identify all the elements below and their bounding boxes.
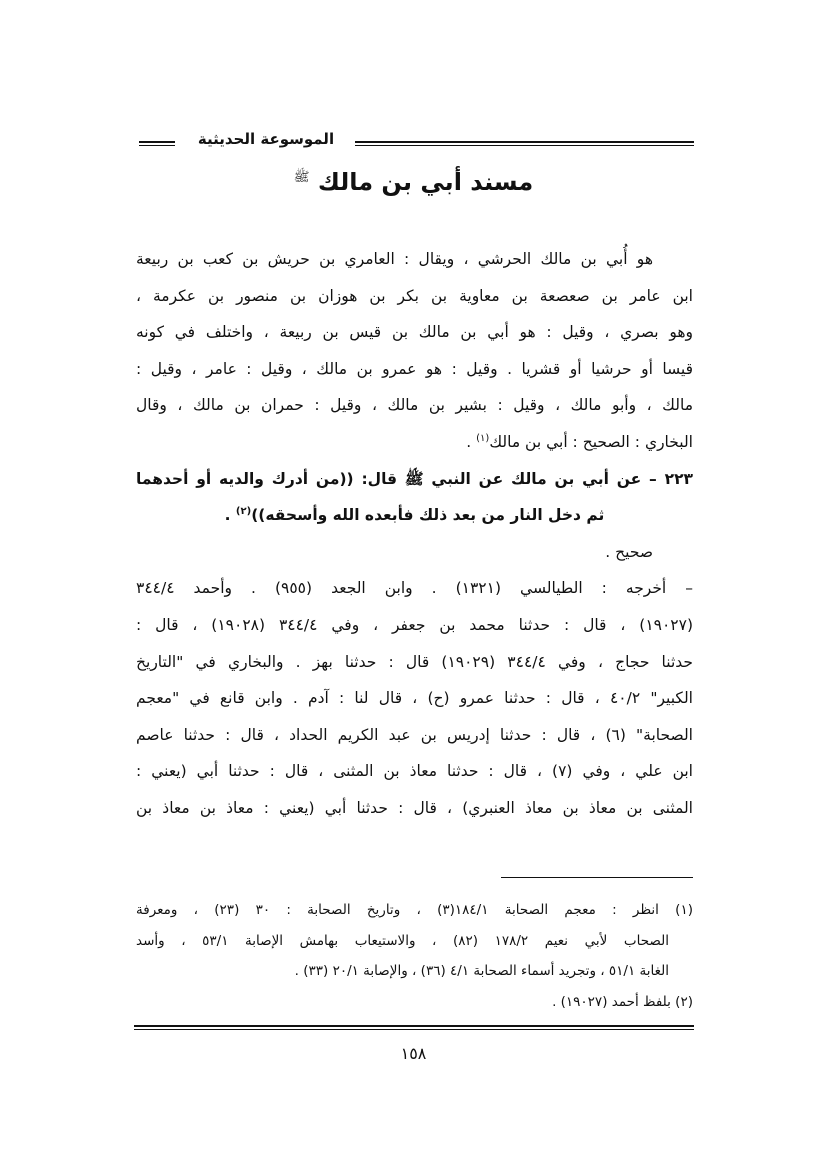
hadith-line-text: ثم دخل النار من بعد ذلك فأبعده الله وأسحقه)): [251, 506, 605, 525]
footnote-line: الصحاب لأبي نعيم ١٧٨/٢ (٨٢) ، والاستيعاب بهامش الإصابة ٥٣/١ ، وأسد: [136, 932, 669, 949]
chapter-title-text: مسند أبي بن مالك: [317, 168, 534, 196]
body-line-text: البخاري : الصحيح : أبي بن مالك: [489, 432, 693, 451]
body-line: الكبير" ٤٠/٢ ، قال : حدثنا عمرو (ح) ، قال لنا : آدم . وابن قانع في "معجم: [136, 689, 693, 708]
hadith-line: [136, 497, 693, 534]
body-line: ابن علي ، وفي (٧) ، قال : حدثنا معاذ بن المثنى ، قال : حدثنا أبي (يعني :: [136, 762, 693, 781]
footnote-line: (٢) بلفظ أحمد (١٩٠٢٧) .: [552, 993, 693, 1010]
header-rule-short: [139, 141, 175, 146]
footnote-separator: [501, 877, 693, 878]
footnote-line: الغابة ٥١/١ ، وتجريد أسماء الصحابة ٤/١ (٣٦) ، والإصابة ٢٠/١ (٣٣) .: [294, 963, 669, 979]
line-end-dot: .: [466, 432, 477, 451]
body-line: هو أُبي بن مالك الحرشي ، ويقال : العامري بن حريش بن كعب بن ربيعة: [136, 250, 653, 268]
hadith-line: ٢٢٣ – عن أبي بن مالك عن النبي ﷺ قال: ((من أدرك والديه أو أحدهما: [136, 469, 693, 488]
chapter-title: [0, 168, 827, 196]
line-end-dot: .: [224, 506, 236, 525]
body-line: (١٩٠٢٧) ، قال : حدثنا محمد بن جعفر ، وفي ٣٤٤/٤ (١٩٠٢٨) ، قال :: [136, 615, 693, 634]
body-line: الصحابة" (٦) ، قال : حدثنا إدريس بن عبد الكريم الحداد ، قال : حدثنا عاصم: [136, 725, 693, 744]
header-rule-long: [355, 141, 694, 146]
footnote-ref-2: (٢): [235, 506, 252, 517]
body-line: [136, 424, 693, 461]
footnotes: [136, 895, 693, 1017]
body-line: حدثنا حجاج ، وفي ٣٤٤/٤ (١٩٠٢٩) قال : حدثنا بهز . والبخاري في "التاريخ: [136, 652, 693, 671]
honorific-mark: ﷺ: [293, 170, 310, 185]
footnote-line: (١) انظر : معجم الصحابة ١٨٤/١(٣) ، وتاريخ الصحابة : ٣٠ (٢٣) ، ومعرفة: [136, 902, 693, 918]
body-line: مالك ، وأبو مالك ، وقيل : بشير بن مالك ، وقيل : حمران بن مالك ، وقال: [136, 396, 693, 415]
body-line: – أخرجه : الطيالسي (١٣٢١) . وابن الجعد (٩٥٥) . وأحمد ٣٤٤/٤: [136, 579, 693, 598]
body-line: المثنى بن معاذ بن معاذ العنبري) ، قال : حدثنا أبي (يعني : معاذ بن معاذ بن: [136, 798, 693, 817]
footer-rule: [134, 1025, 694, 1030]
body-text: [136, 241, 693, 827]
body-line: قيسا أو حرشيا أو قشريا . وقيل : هو عمرو بن مالك ، وقيل : عامر ، وقيل :: [136, 359, 693, 378]
body-line: وهو بصري ، وقيل : هو أبي بن مالك بن قيس بن ربيعة ، واختلف في كونه: [136, 323, 693, 342]
running-title: الموسوعة الحديثية: [197, 130, 335, 148]
grade-line: صحيح .: [605, 542, 653, 561]
footnote-ref-1: (١): [476, 432, 490, 444]
page-number: ١٥٨: [400, 1044, 427, 1063]
body-line: ابن عامر بن صعصعة بن معاوية بن بكر بن هوزان بن منصور بن عكرمة ،: [136, 286, 693, 305]
